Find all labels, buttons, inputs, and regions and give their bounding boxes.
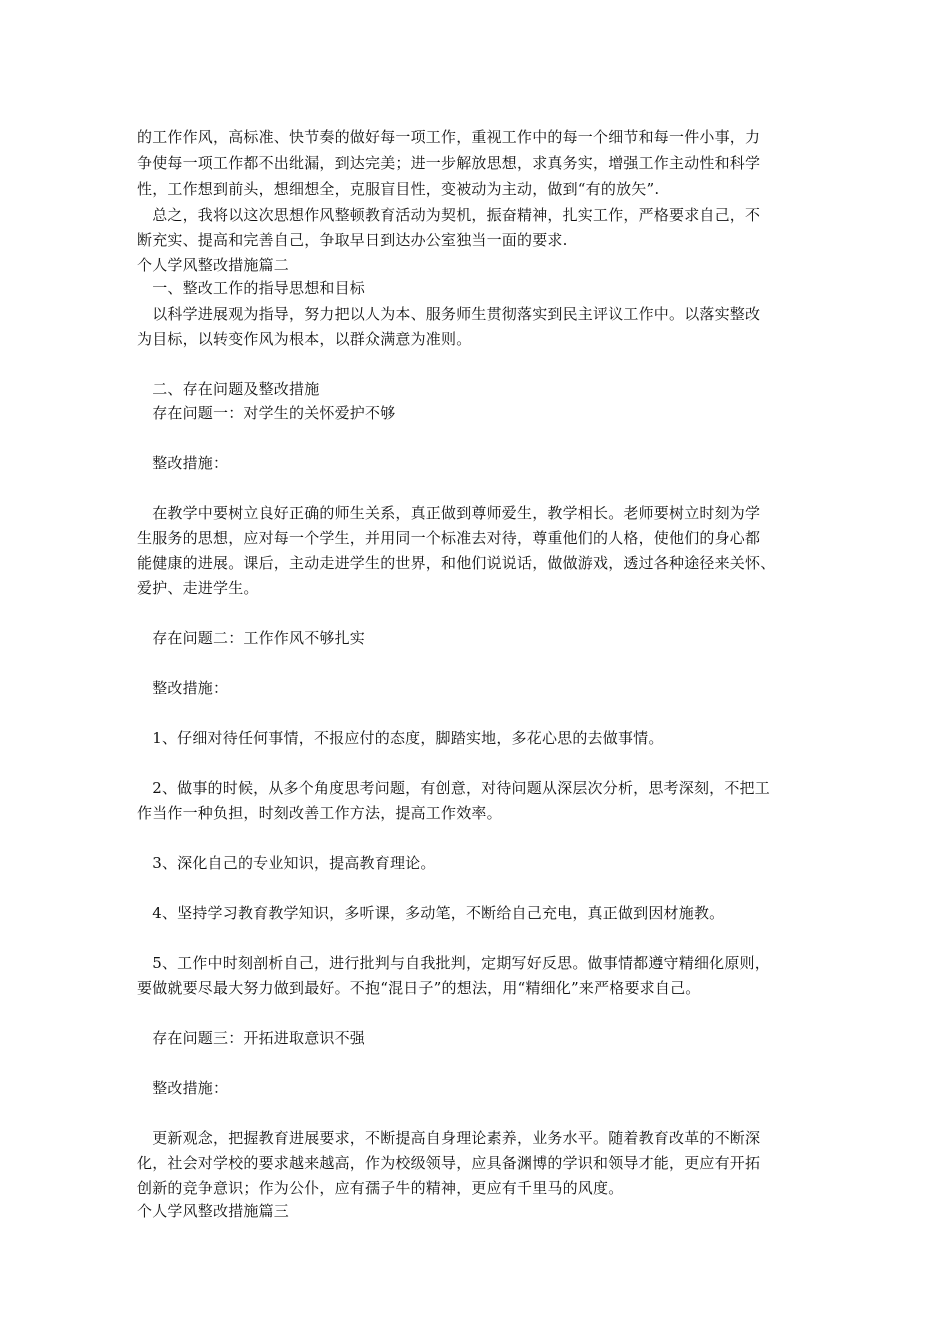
list-item: 1、仔细对待任何事情，不报应付的态度，脚踏实地，多花心思的去做事情。 bbox=[137, 729, 664, 747]
text-line: 能健康的进展。课后，主动走进学生的世界，和他们说说话，做做游戏，透过各种途径来关怀、 bbox=[137, 554, 776, 572]
text-line: 的工作作风，高标准、快节奏的做好每一项工作，重视工作中的每一个细节和每一件小事，力 bbox=[137, 128, 761, 146]
text-line: 作当作一种负担，时刻改善工作方法，提高工作效率。 bbox=[137, 804, 502, 822]
section-heading: 个人学风整改措施篇二 bbox=[137, 256, 290, 274]
text-line: 更新观念，把握教育进展要求，不断提高自身理论素养，业务水平。随着教育改革的不断深 bbox=[137, 1129, 761, 1147]
list-item: 2、做事的时候，从多个角度思考问题，有创意，对待问题从深层次分析，思考深刻，不把工 bbox=[137, 779, 770, 797]
text-line: 以科学进展观为指导，努力把以人为本、服务师生贯彻落实到民主评议工作中。以落实整改 bbox=[137, 305, 761, 323]
text-line: 总之，我将以这次思想作风整顿教育活动为契机，振奋精神，扎实工作，严格要求自己，不 bbox=[137, 206, 761, 224]
section-heading: 个人学风整改措施篇三 bbox=[137, 1202, 290, 1220]
text-line: 在教学中要树立良好正确的师生关系，真正做到尊师爱生，教学相长。老师要树立时刻为学 bbox=[137, 504, 761, 522]
text-line: 存在问题二：工作作风不够扎实 bbox=[137, 629, 366, 647]
text-line: 性，工作想到前头，想细想全，克服盲目性，变被动为主动，做到“有的放矢”. bbox=[137, 180, 660, 198]
list-item: 5、工作中时刻剖析自己，进行批判与自我批判，定期写好反思。做事情都遵守精细化原则， bbox=[137, 954, 770, 972]
text-line: 断充实、提高和完善自己，争取早日到达办公室独当一面的要求. bbox=[137, 231, 568, 249]
subsection-heading: 二、存在问题及整改措施 bbox=[137, 380, 320, 398]
text-line: 为目标，以转变作风为根本，以群众满意为准则。 bbox=[137, 330, 472, 348]
text-line: 整改措施： bbox=[137, 1079, 229, 1097]
text-line: 生服务的思想，应对每一个学生，并用同一个标准去对待，尊重他们的人格，使他们的身心都 bbox=[137, 529, 761, 547]
list-item: 3、深化自己的专业知识，提高教育理论。 bbox=[137, 854, 436, 872]
text-line: 整改措施： bbox=[137, 679, 229, 697]
subsection-heading: 一、整改工作的指导思想和目标 bbox=[137, 279, 366, 297]
text-line: 存在问题三：开拓进取意识不强 bbox=[137, 1029, 366, 1047]
text-line: 整改措施： bbox=[137, 454, 229, 472]
list-item: 4、坚持学习教育教学知识，多听课，多动笔，不断给自己充电，真正做到因材施教。 bbox=[137, 904, 725, 922]
text-line: 创新的竞争意识；作为公仆，应有孺子牛的精神，更应有千里马的风度。 bbox=[137, 1179, 624, 1197]
text-line: 要做就要尽最大努力做到最好。不抱“混日子”的想法，用“精细化”来严格要求自己。 bbox=[137, 979, 701, 997]
text-line: 爱护、走进学生。 bbox=[137, 579, 259, 597]
text-line: 争使每一项工作都不出纰漏，到达完美；进一步解放思想，求真务实，增强工作主动性和科学 bbox=[137, 154, 761, 172]
text-line: 化，社会对学校的要求越来越高，作为校级领导，应具备渊博的学识和领导才能，更应有开拓 bbox=[137, 1154, 761, 1172]
text-line: 存在问题一：对学生的关怀爱护不够 bbox=[137, 404, 396, 422]
